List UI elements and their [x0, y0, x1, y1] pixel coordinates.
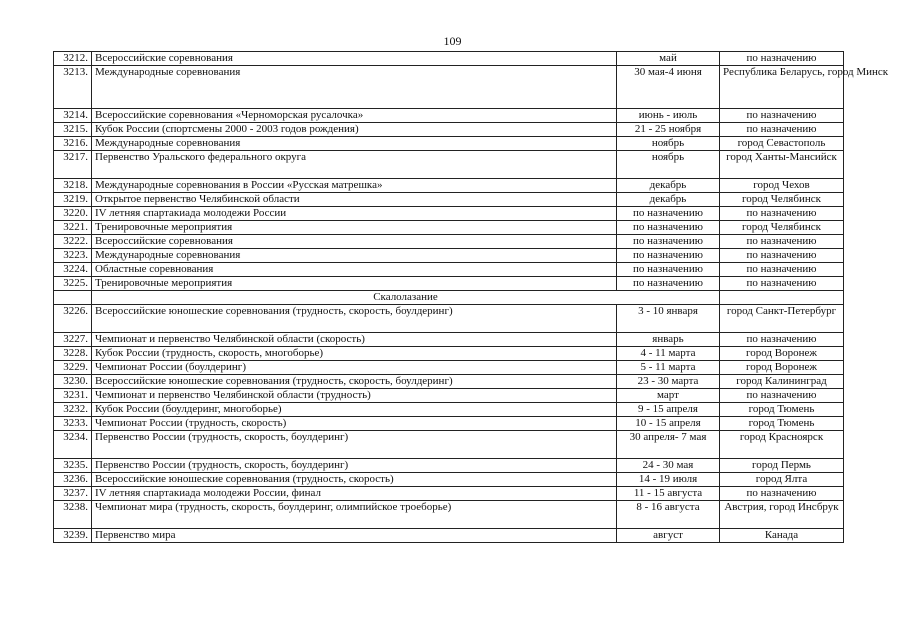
event-date: 4 - 11 марта — [617, 347, 720, 361]
table-row — [54, 403, 844, 417]
table-row — [54, 529, 844, 543]
row-number: 3237. — [54, 487, 92, 501]
event-place: город Челябинск — [720, 221, 844, 235]
event-place: по назначению — [720, 333, 844, 347]
event-date: 14 - 19 июля — [617, 473, 720, 487]
event-date: по назначению — [617, 235, 720, 249]
row-number: 3214. — [54, 109, 92, 123]
event-date: по назначению — [617, 249, 720, 263]
event-date: декабрь — [617, 179, 720, 193]
table-row — [54, 487, 844, 501]
event-date: ноябрь — [617, 151, 720, 179]
row-number: 3219. — [54, 193, 92, 207]
event-name: IV летняя спартакиада молодежи России — [92, 207, 617, 221]
event-place: Канада — [720, 529, 844, 543]
row-number: 3223. — [54, 249, 92, 263]
table-row — [54, 137, 844, 151]
section-row — [54, 291, 844, 305]
event-name: Первенство мира — [92, 529, 617, 543]
event-place: по назначению — [720, 487, 844, 501]
event-date: 9 - 15 апреля — [617, 403, 720, 417]
event-name: Открытое первенство Челябинской области — [92, 193, 617, 207]
event-name: Всероссийские юношеские соревнования (трудность, скорость, боулдеринг) — [92, 305, 617, 333]
table-row — [54, 459, 844, 473]
table-row — [54, 473, 844, 487]
row-number: 3212. — [54, 52, 92, 66]
row-number: 3232. — [54, 403, 92, 417]
event-date: 11 - 15 августа — [617, 487, 720, 501]
table-row — [54, 179, 844, 193]
table-row — [54, 123, 844, 137]
event-place: город Челябинск — [720, 193, 844, 207]
event-name: Первенство России (трудность, скорость, боулдеринг) — [92, 431, 617, 459]
table-row — [54, 249, 844, 263]
event-place: по назначению — [720, 207, 844, 221]
event-place: город Калининград — [720, 375, 844, 389]
table-row — [54, 151, 844, 179]
event-date: март — [617, 389, 720, 403]
page-number: 109 — [443, 34, 462, 48]
event-name: Международные соревнования — [92, 249, 617, 263]
event-name: Кубок России (спортсмены 2000 - 2003 годов рождения) — [92, 123, 617, 137]
event-name: Всероссийские соревнования «Черноморская русалочка» — [92, 109, 617, 123]
event-name: Международные соревнования — [92, 137, 617, 151]
table-row — [54, 389, 844, 403]
event-name: IV летняя спартакиада молодежи России, финал — [92, 487, 617, 501]
event-place: по назначению — [720, 123, 844, 137]
event-place: по назначению — [720, 109, 844, 123]
row-number: 3222. — [54, 235, 92, 249]
row-number: 3236. — [54, 473, 92, 487]
event-name: Кубок России (трудность, скорость, многоборье) — [92, 347, 617, 361]
event-name: Чемпионат и первенство Челябинской области (трудность) — [92, 389, 617, 403]
event-name: Чемпионат России (трудность, скорость) — [92, 417, 617, 431]
table-row — [54, 431, 844, 459]
section-title: Скалолазание — [92, 291, 720, 305]
event-place: город Ханты-Мансийск — [720, 151, 844, 179]
event-date: 5 - 11 марта — [617, 361, 720, 375]
event-place: город Санкт-Петербург — [720, 305, 844, 333]
event-place: по назначению — [720, 52, 844, 66]
table-row — [54, 277, 844, 291]
row-number: 3233. — [54, 417, 92, 431]
event-name: Чемпионат мира (трудность, скорость, боулдеринг, олимпийское троеборье) — [92, 501, 617, 529]
table-row — [54, 361, 844, 375]
row-number: 3228. — [54, 347, 92, 361]
table-row — [54, 207, 844, 221]
event-date: ноябрь — [617, 137, 720, 151]
table-row — [54, 333, 844, 347]
table-row — [54, 305, 844, 333]
event-name: Чемпионат России (боулдеринг) — [92, 361, 617, 375]
event-place: по назначению — [720, 263, 844, 277]
event-date: по назначению — [617, 263, 720, 277]
event-date: май — [617, 52, 720, 66]
row-number: 3224. — [54, 263, 92, 277]
event-place: по назначению — [720, 235, 844, 249]
row-number: 3218. — [54, 179, 92, 193]
event-date: декабрь — [617, 193, 720, 207]
event-name: Первенство России (трудность, скорость, боулдеринг) — [92, 459, 617, 473]
event-date: 24 - 30 мая — [617, 459, 720, 473]
row-number: 3221. — [54, 221, 92, 235]
event-place: по назначению — [720, 389, 844, 403]
event-date: 21 - 25 ноября — [617, 123, 720, 137]
event-place: город Воронеж — [720, 361, 844, 375]
row-number: 3239. — [54, 529, 92, 543]
row-number: 3216. — [54, 137, 92, 151]
section-empty-cell — [54, 291, 92, 305]
event-name: Тренировочные мероприятия — [92, 277, 617, 291]
event-date: июнь - июль — [617, 109, 720, 123]
table-row — [54, 501, 844, 529]
event-place: по назначению — [720, 249, 844, 263]
event-place: город Ялта — [720, 473, 844, 487]
event-place: город Тюмень — [720, 417, 844, 431]
row-number: 3235. — [54, 459, 92, 473]
event-name: Первенство Уральского федерального округа — [92, 151, 617, 179]
events-table — [53, 51, 889, 543]
row-number: 3229. — [54, 361, 92, 375]
event-place: город Воронеж — [720, 347, 844, 361]
event-place: по назначению — [720, 277, 844, 291]
table-row — [54, 52, 844, 66]
event-place: город Пермь — [720, 459, 844, 473]
event-date: по назначению — [617, 277, 720, 291]
row-number: 3220. — [54, 207, 92, 221]
event-name: Всероссийские юношеские соревнования (трудность, скорость) — [92, 473, 617, 487]
event-name: Тренировочные мероприятия — [92, 221, 617, 235]
row-number: 3215. — [54, 123, 92, 137]
row-number: 3213. — [54, 66, 92, 109]
table-row — [54, 235, 844, 249]
event-name: Международные соревнования — [92, 66, 617, 109]
section-empty-cell — [720, 291, 844, 305]
row-number: 3217. — [54, 151, 92, 179]
row-number: 3230. — [54, 375, 92, 389]
event-place: Республика Беларусь, город Минск — [720, 66, 844, 109]
event-date: 10 - 15 апреля — [617, 417, 720, 431]
table-row — [54, 109, 844, 123]
row-number: 3226. — [54, 305, 92, 333]
event-date: по назначению — [617, 207, 720, 221]
event-name: Кубок России (боулдеринг, многоборье) — [92, 403, 617, 417]
table-row — [54, 375, 844, 389]
event-date: 3 - 10 января — [617, 305, 720, 333]
event-date: январь — [617, 333, 720, 347]
table-row — [54, 263, 844, 277]
table-row — [54, 193, 844, 207]
table-row — [54, 347, 844, 361]
row-number: 3234. — [54, 431, 92, 459]
event-name: Областные соревнования — [92, 263, 617, 277]
event-name: Международные соревнования в России «Русская матрешка» — [92, 179, 617, 193]
event-date: 8 - 16 августа — [617, 501, 720, 529]
table-row — [54, 417, 844, 431]
event-date: по назначению — [617, 221, 720, 235]
event-date: август — [617, 529, 720, 543]
row-number: 3227. — [54, 333, 92, 347]
row-number: 3238. — [54, 501, 92, 529]
event-date: 23 - 30 марта — [617, 375, 720, 389]
row-number: 3231. — [54, 389, 92, 403]
event-date: 30 апреля- 7 мая — [617, 431, 720, 459]
event-place: город Чехов — [720, 179, 844, 193]
event-place: город Тюмень — [720, 403, 844, 417]
event-place: город Севастополь — [720, 137, 844, 151]
table-row — [54, 66, 844, 109]
event-date: 30 мая-4 июня — [617, 66, 720, 109]
row-number: 3225. — [54, 277, 92, 291]
event-name: Всероссийские юношеские соревнования (трудность, скорость, боулдеринг) — [92, 375, 617, 389]
table-row — [54, 221, 844, 235]
event-name: Всероссийские соревнования — [92, 235, 617, 249]
event-place: город Красноярск — [720, 431, 844, 459]
event-place: Австрия, город Инсбрук — [720, 501, 844, 529]
event-name: Чемпионат и первенство Челябинской области (скорость) — [92, 333, 617, 347]
event-name: Всероссийские соревнования — [92, 52, 617, 66]
